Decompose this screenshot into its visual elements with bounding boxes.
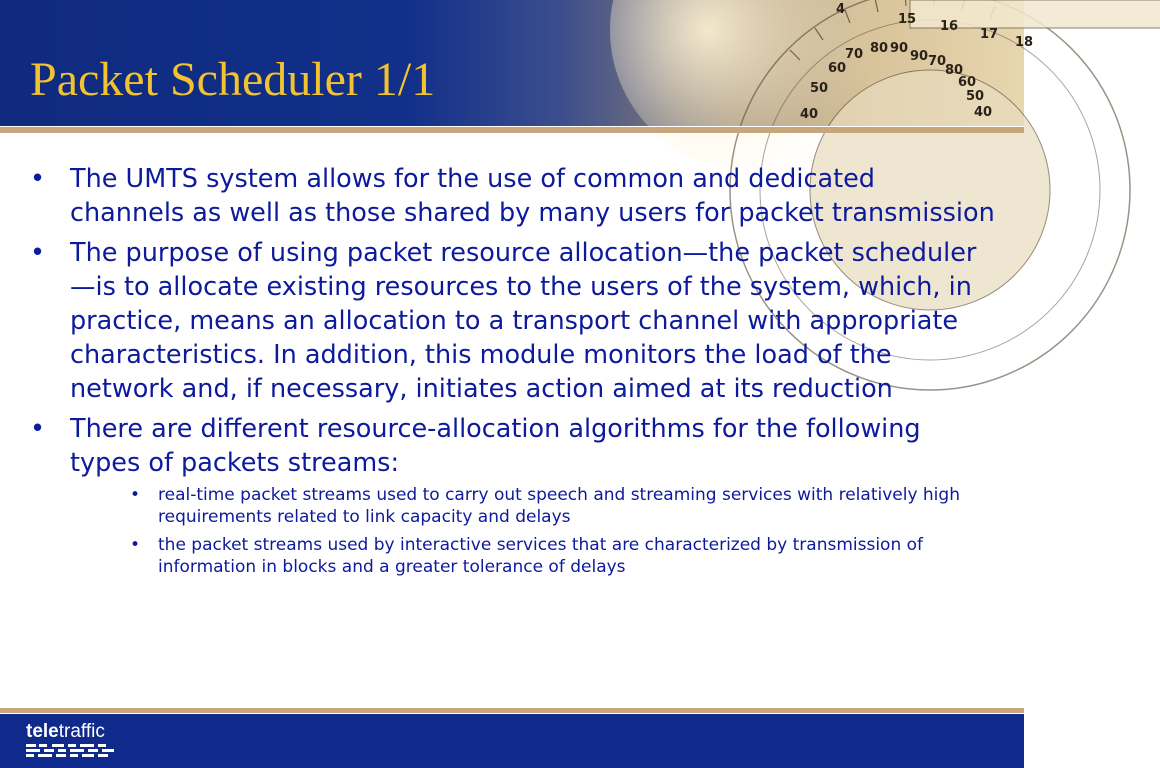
- bullet-text: There are different resource-allocation algorithms for the following types of packets streams:: [70, 414, 921, 478]
- sub-bullet-text: the packet streams used by interactive services that are characterized by transmission of information in blocks and a greater tolerance of delays: [158, 535, 924, 577]
- bullet-dot-icon: •: [30, 164, 46, 194]
- dial-number: 40: [974, 105, 993, 120]
- dial-number: 40: [800, 107, 819, 122]
- dial-number: 60: [828, 61, 847, 76]
- slide-title: Packet Scheduler 1/1: [30, 53, 436, 106]
- dial-number: 80: [945, 63, 964, 78]
- teletraffic-logo: [26, 722, 118, 758]
- bullet-text: The purpose of using packet resource allocation—the packet scheduler—is to allocate existing resources to the users of the system, which, in practice, means an allocation to a transport channel with appropriate characteristics. In addition, this module monitors the load of the network and, if necessary, initiates action aimed at its reduction: [70, 238, 977, 404]
- header-divider: [0, 126, 1024, 133]
- bullet-item: [30, 412, 995, 578]
- dial-number: 80: [870, 41, 889, 56]
- dial-number: 60: [958, 75, 977, 90]
- dial-number: 15: [898, 12, 917, 27]
- sub-bullet-item: [70, 484, 995, 528]
- sub-bullet-dot-icon: •: [130, 535, 141, 555]
- bullet-text: The UMTS system allows for the use of common and dedicated channels as well as those shared by many users for packet transmission: [70, 164, 995, 228]
- dial-number: 4: [836, 2, 846, 17]
- bullet-list: [30, 162, 995, 578]
- sub-bullet-list: [70, 484, 995, 578]
- bullet-dot-icon: •: [30, 238, 46, 268]
- dial-number: 17: [980, 27, 999, 42]
- dial-number: 50: [810, 81, 829, 96]
- logo-bars-icon: [26, 744, 118, 758]
- dial-number: 16: [940, 19, 959, 34]
- dial-number: 50: [966, 89, 985, 104]
- slide-body: [30, 162, 995, 584]
- sub-bullet-text: real-time packet streams used to carry out speech and streaming services with relatively high requirements related to link capacity and delays: [158, 485, 960, 527]
- sub-bullet-item: [70, 534, 995, 578]
- logo-bold-text: tele: [26, 721, 59, 742]
- bullet-item: [30, 236, 995, 406]
- logo-wordmark: [26, 722, 118, 742]
- dial-number: 18: [1015, 35, 1034, 50]
- dial-number: 90: [890, 41, 909, 56]
- logo-regular-text: traffic: [58, 721, 105, 742]
- footer-bar: [0, 714, 1024, 768]
- header-banner: [0, 0, 1034, 126]
- bullet-item: [30, 162, 995, 230]
- dial-number: 70: [845, 47, 864, 62]
- sub-bullet-dot-icon: •: [130, 485, 141, 505]
- dial-number: 90: [910, 49, 929, 64]
- bullet-dot-icon: •: [30, 414, 46, 444]
- dial-number: 70: [928, 54, 947, 69]
